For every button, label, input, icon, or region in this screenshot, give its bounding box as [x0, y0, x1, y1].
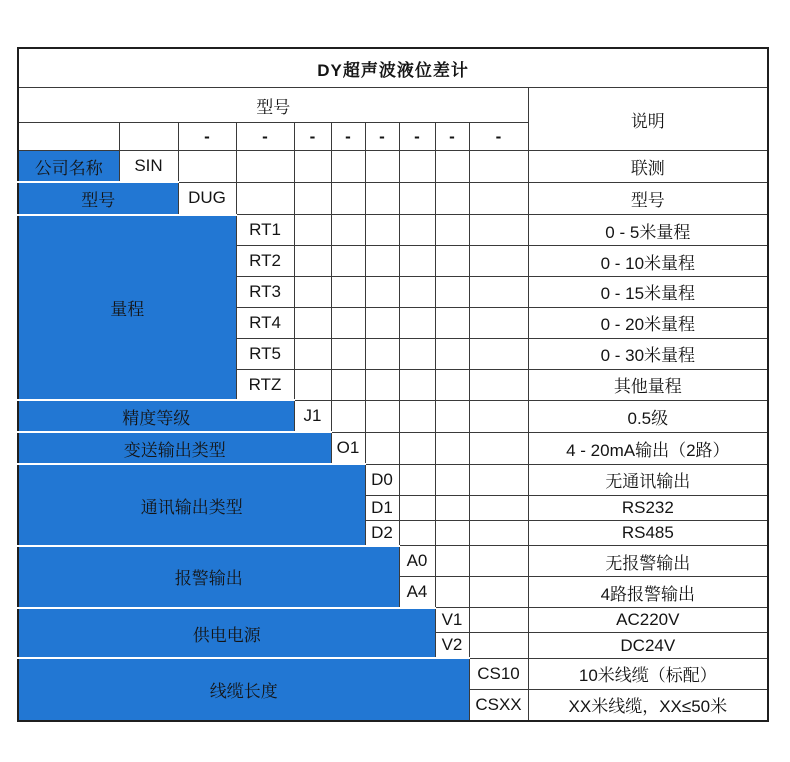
code-cell: A4 — [399, 577, 435, 608]
empty-cell — [294, 215, 331, 246]
group-label-cell: 通讯输出类型 — [18, 464, 365, 546]
table-row — [18, 658, 768, 689]
empty-cell — [294, 246, 331, 277]
spec-table — [17, 47, 769, 722]
empty-cell — [435, 246, 469, 277]
model-separator-cell: - — [435, 123, 469, 151]
description-cell: 无通讯输出 — [528, 464, 768, 495]
model-separator-cell: - — [331, 123, 365, 151]
empty-cell — [469, 307, 528, 338]
empty-cell — [331, 246, 365, 277]
empty-cell — [294, 369, 331, 400]
empty-cell — [469, 151, 528, 183]
empty-cell — [331, 182, 365, 214]
empty-cell — [399, 369, 435, 400]
code-cell: RT1 — [236, 215, 294, 246]
description-cell: DC24V — [528, 633, 768, 659]
model-selection-table — [17, 47, 769, 722]
header-row — [18, 88, 768, 123]
group-label-cell: 报警输出 — [18, 546, 399, 608]
empty-cell — [435, 577, 469, 608]
description-cell: 0 - 10米量程 — [528, 246, 768, 277]
empty-cell — [469, 577, 528, 608]
code-cell: RT2 — [236, 246, 294, 277]
description-cell: 4路报警输出 — [528, 577, 768, 608]
table-row — [18, 608, 768, 633]
empty-cell — [469, 276, 528, 307]
table-title: DY超声波液位差计 — [18, 48, 768, 88]
description-cell: 其他量程 — [528, 369, 768, 400]
table-row — [18, 432, 768, 464]
empty-cell — [435, 151, 469, 183]
empty-cell — [435, 338, 469, 369]
table-row — [18, 400, 768, 432]
empty-cell — [365, 246, 399, 277]
description-cell: 联测 — [528, 151, 768, 183]
empty-cell — [469, 182, 528, 214]
empty-cell — [365, 400, 399, 432]
empty-cell — [469, 464, 528, 495]
empty-cell — [469, 246, 528, 277]
model-separator-cell: - — [178, 123, 236, 151]
empty-cell — [435, 520, 469, 546]
empty-cell — [294, 151, 331, 183]
empty-cell — [294, 307, 331, 338]
empty-cell — [294, 338, 331, 369]
empty-cell — [399, 151, 435, 183]
code-cell: O1 — [331, 432, 365, 464]
empty-cell — [435, 182, 469, 214]
empty-cell — [399, 464, 435, 495]
empty-cell — [435, 400, 469, 432]
empty-cell — [469, 520, 528, 546]
empty-cell — [469, 495, 528, 520]
table-row — [18, 464, 768, 495]
code-cell: V1 — [435, 608, 469, 633]
empty-cell — [294, 182, 331, 214]
description-cell: 0 - 15米量程 — [528, 276, 768, 307]
group-label-cell: 量程 — [18, 215, 236, 401]
empty-cell — [365, 215, 399, 246]
empty-cell — [236, 182, 294, 214]
group-label-cell: 公司名称 — [18, 151, 119, 183]
code-cell: CS10 — [469, 658, 528, 689]
code-cell: D1 — [365, 495, 399, 520]
code-cell: DUG — [178, 182, 236, 214]
empty-cell — [435, 307, 469, 338]
table-row — [18, 546, 768, 577]
empty-cell — [331, 276, 365, 307]
code-cell: SIN — [119, 151, 178, 183]
empty-cell — [469, 369, 528, 400]
group-label-cell: 型号 — [18, 182, 178, 214]
empty-cell — [435, 464, 469, 495]
empty-cell — [365, 432, 399, 464]
empty-cell — [331, 307, 365, 338]
empty-cell — [399, 276, 435, 307]
group-label-cell: 线缆长度 — [18, 658, 469, 721]
model-separator-cell: - — [236, 123, 294, 151]
code-cell: RT3 — [236, 276, 294, 307]
empty-cell — [399, 400, 435, 432]
empty-cell — [469, 608, 528, 633]
description-cell: 0 - 30米量程 — [528, 338, 768, 369]
empty-cell — [435, 369, 469, 400]
title-row — [18, 48, 768, 88]
code-cell: D2 — [365, 520, 399, 546]
separator-empty-cell — [18, 123, 119, 151]
description-cell: 10米线缆（标配） — [528, 658, 768, 689]
description-cell: 4 - 20mA输出（2路） — [528, 432, 768, 464]
empty-cell — [435, 546, 469, 577]
empty-cell — [399, 495, 435, 520]
empty-cell — [365, 369, 399, 400]
empty-cell — [435, 432, 469, 464]
description-cell: AC220V — [528, 608, 768, 633]
empty-cell — [469, 633, 528, 659]
description-header-cell: 说明 — [528, 88, 768, 151]
table-row — [18, 182, 768, 214]
empty-cell — [435, 276, 469, 307]
group-label-cell: 供电电源 — [18, 608, 435, 659]
description-cell: RS232 — [528, 495, 768, 520]
description-cell: RS485 — [528, 520, 768, 546]
empty-cell — [331, 215, 365, 246]
empty-cell — [399, 520, 435, 546]
code-cell: A0 — [399, 546, 435, 577]
separator-empty-cell — [119, 123, 178, 151]
code-cell: RT5 — [236, 338, 294, 369]
empty-cell — [435, 495, 469, 520]
description-cell: 无报警输出 — [528, 546, 768, 577]
empty-cell — [365, 151, 399, 183]
description-cell: 型号 — [528, 182, 768, 214]
description-cell: 0 - 5米量程 — [528, 215, 768, 246]
empty-cell — [469, 215, 528, 246]
model-separator-cell: - — [365, 123, 399, 151]
empty-cell — [178, 151, 236, 183]
code-cell: J1 — [294, 400, 331, 432]
code-cell: RT4 — [236, 307, 294, 338]
empty-cell — [365, 182, 399, 214]
empty-cell — [399, 432, 435, 464]
model-separator-cell: - — [469, 123, 528, 151]
table-row — [18, 215, 768, 246]
empty-cell — [469, 546, 528, 577]
empty-cell — [469, 432, 528, 464]
description-cell: 0.5级 — [528, 400, 768, 432]
empty-cell — [331, 369, 365, 400]
empty-cell — [331, 151, 365, 183]
empty-cell — [469, 400, 528, 432]
empty-cell — [365, 307, 399, 338]
empty-cell — [294, 276, 331, 307]
code-cell: D0 — [365, 464, 399, 495]
empty-cell — [365, 338, 399, 369]
table-row — [18, 151, 768, 183]
empty-cell — [469, 338, 528, 369]
description-cell: XX米线缆，XX≤50米 — [528, 689, 768, 721]
empty-cell — [399, 215, 435, 246]
empty-cell — [399, 307, 435, 338]
group-label-cell: 变送输出类型 — [18, 432, 331, 464]
empty-cell — [435, 215, 469, 246]
empty-cell — [399, 182, 435, 214]
group-label-cell: 精度等级 — [18, 400, 294, 432]
description-cell: 0 - 20米量程 — [528, 307, 768, 338]
model-separator-cell: - — [294, 123, 331, 151]
empty-cell — [331, 400, 365, 432]
empty-cell — [236, 151, 294, 183]
model-separator-cell: - — [399, 123, 435, 151]
code-cell: V2 — [435, 633, 469, 659]
empty-cell — [399, 246, 435, 277]
code-cell: CSXX — [469, 689, 528, 721]
code-cell: RTZ — [236, 369, 294, 400]
empty-cell — [399, 338, 435, 369]
empty-cell — [365, 276, 399, 307]
empty-cell — [331, 338, 365, 369]
model-header-cell: 型号 — [18, 88, 528, 123]
